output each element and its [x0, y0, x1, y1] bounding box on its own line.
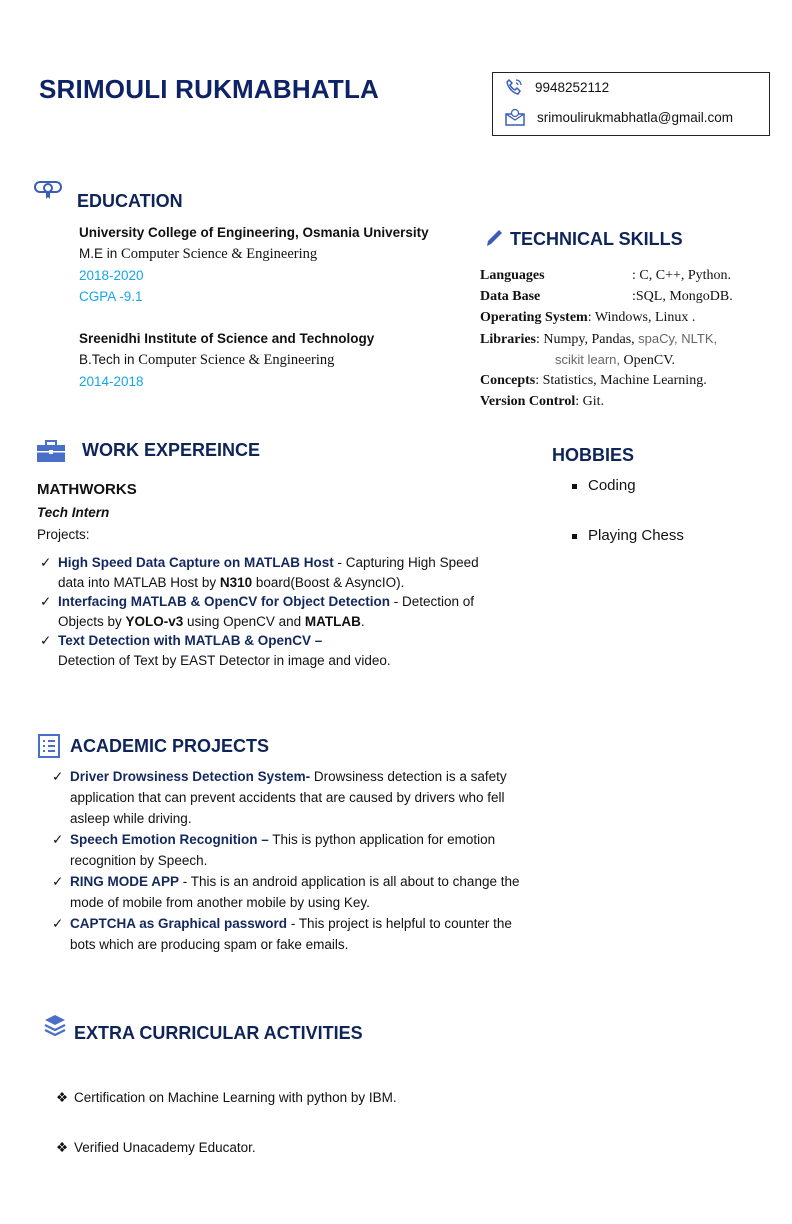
check-icon: ✓	[40, 594, 52, 609]
list-item	[56, 1087, 792, 1108]
project-text: - Detection of Objects by	[58, 594, 475, 629]
extra-curricular-heading: EXTRA CURRICULAR ACTIVITIES	[74, 1023, 363, 1043]
phone-number: 9948252112	[535, 79, 610, 95]
hobby-item	[572, 477, 792, 494]
project-title: Driver Drowsiness Detection System-	[70, 769, 311, 784]
skill-label: Data Base	[480, 289, 541, 304]
skill-label: Concepts	[480, 373, 536, 388]
hobby-text: Playing Chess	[588, 527, 684, 544]
contact-box	[492, 72, 770, 136]
job-role: Tech Intern	[37, 505, 110, 520]
education-heading: EDUCATION	[77, 191, 183, 211]
degree-field: Computer Science & Engineering	[121, 246, 318, 262]
skill-value: :SQL, MongoDB.	[632, 289, 733, 304]
project-text: Drowsiness detection is a safety application that can prevent accidents that are caused by drivers who fell asleep while driving.	[70, 769, 507, 826]
pencil-icon	[484, 228, 504, 248]
project-text: Detection of Text by EAST Detector in image and video.	[58, 652, 391, 668]
project-text: This is python application for emotion recognition by Speech.	[70, 832, 496, 868]
list-item	[40, 631, 485, 670]
activity-text: Verified Unacademy Educator.	[74, 1140, 256, 1155]
email-row	[505, 108, 733, 126]
education-list	[79, 222, 479, 392]
skill-value: : Numpy, Pandas,	[536, 332, 639, 347]
email-icon	[505, 108, 525, 126]
degree-field: Computer Science & Engineering	[138, 352, 335, 368]
check-icon: ✓	[52, 832, 64, 847]
hobby-item	[572, 527, 792, 544]
work-experience-heading: WORK EXPEREINCE	[82, 440, 261, 460]
skill-label: Operating System	[480, 310, 588, 325]
phone-row	[505, 78, 609, 96]
skill-label: Languages	[480, 268, 545, 283]
degree-prefix: B.Tech in	[79, 352, 135, 367]
academic-projects-heading: ACADEMIC PROJECTS	[70, 736, 270, 756]
skills-list	[480, 268, 733, 415]
skill-value: : Statistics, Machine Learning.	[535, 373, 707, 388]
bullet-icon	[572, 534, 577, 539]
list-item	[40, 592, 485, 631]
books-icon	[44, 1014, 66, 1036]
diamond-bullet-icon: ❖	[56, 1090, 69, 1105]
list-item	[52, 913, 527, 955]
project-text: N310	[219, 574, 253, 590]
skill-value: : Git.	[575, 394, 605, 409]
project-text: - This project is helpful to counter the bots which are producing spam or fake emails.	[70, 916, 512, 952]
checklist-icon	[38, 734, 60, 758]
email-link[interactable]: srimoulirukmabhatla@gmail.com	[537, 109, 734, 125]
project-title: CAPTCHA as Graphical password	[70, 916, 288, 931]
school-name: University College of Engineering, Osmania University	[79, 225, 429, 240]
education-years: 2014-2018	[79, 374, 144, 389]
candidate-name: SRIMOULI RUKMABHATLA	[39, 74, 380, 104]
project-title: Text Detection with MATLAB & OpenCV –	[58, 633, 323, 648]
company-name: MATHWORKS	[37, 481, 137, 498]
activity-text: Certification on Machine Learning with python by IBM.	[74, 1090, 397, 1105]
project-title: RING MODE APP	[70, 874, 180, 889]
project-text: .	[360, 613, 365, 629]
check-icon: ✓	[52, 769, 64, 784]
project-title: Speech Emotion Recognition –	[70, 832, 269, 847]
list-item	[56, 1137, 792, 1158]
project-text: board(Boost & AsyncIO).	[252, 574, 405, 590]
school-name: Sreenidhi Institute of Science and Technology	[79, 331, 375, 346]
list-item	[52, 829, 527, 871]
work-projects	[40, 553, 485, 670]
check-icon: ✓	[52, 916, 64, 931]
project-text: using OpenCV and	[183, 613, 305, 629]
phone-icon	[505, 78, 523, 96]
skill-value: OpenCV.	[620, 353, 675, 368]
skill-value: scikit learn,	[555, 352, 621, 367]
project-title: High Speed Data Capture on MATLAB Host	[58, 555, 334, 570]
degree-prefix: M.E in	[79, 246, 118, 261]
check-icon: ✓	[40, 633, 52, 648]
projects-label: Projects:	[37, 527, 90, 542]
project-text: - Capturing High Speed data into MATLAB Host by	[58, 555, 479, 590]
technical-skills-heading: TECHNICAL SKILLS	[510, 229, 683, 249]
education-cgpa: CGPA -9.1	[79, 289, 143, 304]
bullet-icon	[572, 484, 577, 489]
list-item	[52, 871, 527, 913]
diploma-icon	[34, 180, 62, 200]
skill-value: : Windows, Linux .	[587, 310, 696, 325]
project-text: MATLAB	[304, 613, 361, 629]
project-title: Interfacing MATLAB & OpenCV for Object Detection	[58, 594, 391, 609]
education-years: 2018-2020	[79, 268, 144, 283]
skill-value: : C, C++, Python.	[632, 268, 732, 283]
skill-label: Libraries	[480, 332, 536, 347]
hobby-text: Coding	[588, 477, 636, 494]
hobbies-heading: HOBBIES	[552, 445, 635, 465]
check-icon: ✓	[52, 874, 64, 889]
academic-projects-list	[52, 766, 527, 955]
list-item	[40, 553, 485, 592]
skill-value: spaCy, NLTK,	[638, 331, 718, 346]
list-item	[52, 766, 527, 829]
skill-label: Version Control	[480, 394, 576, 409]
project-text: - This is an android application is all about to change the mode of mobile from another mobile by using Key.	[70, 874, 520, 910]
check-icon: ✓	[40, 555, 52, 570]
diamond-bullet-icon: ❖	[56, 1140, 69, 1155]
project-text: YOLO-v3	[125, 613, 184, 629]
briefcase-icon	[37, 440, 65, 462]
